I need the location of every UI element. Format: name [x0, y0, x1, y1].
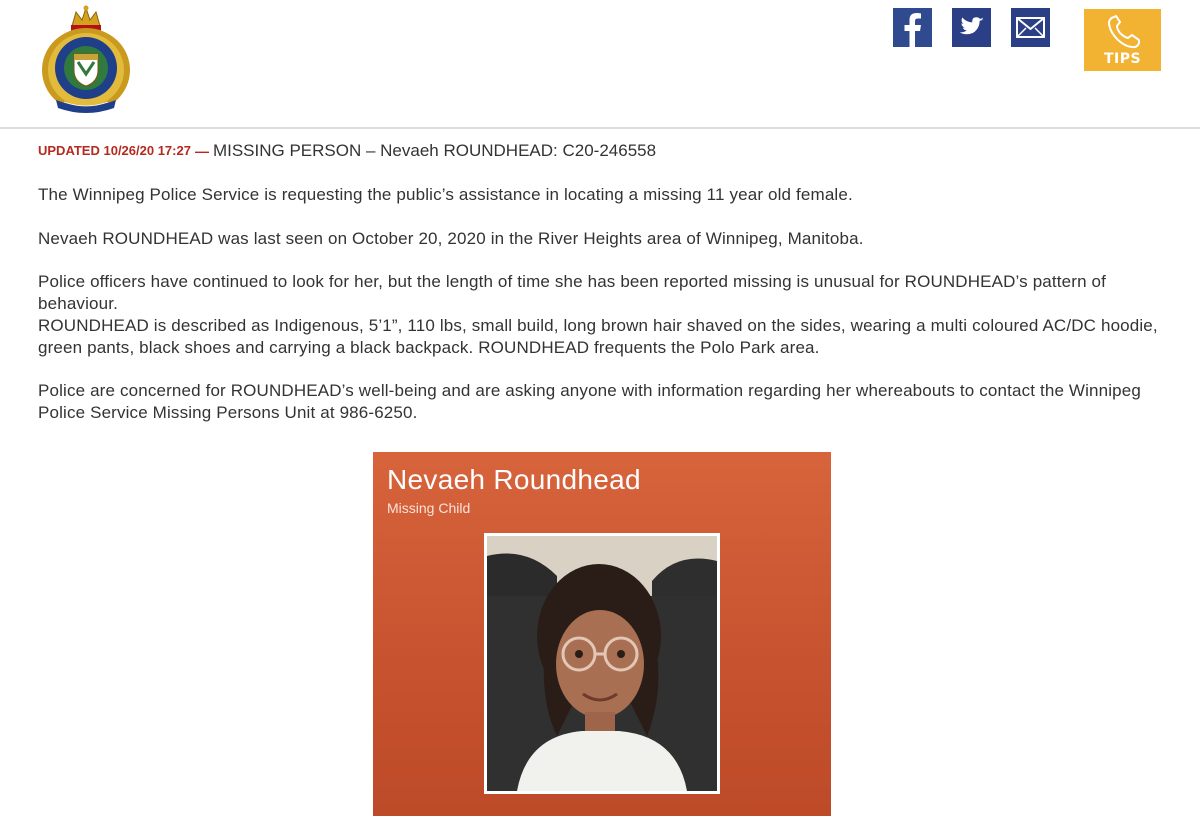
card-subtitle: Missing Child — [387, 500, 471, 516]
updated-timestamp: UPDATED 10/26/20 17:27 — [38, 143, 191, 158]
email-share-button[interactable] — [1011, 8, 1050, 47]
twitter-icon — [952, 8, 991, 47]
header-divider — [0, 127, 1200, 129]
police-crest-logo[interactable] — [38, 4, 134, 116]
site-header — [0, 0, 1200, 128]
phone-icon — [1104, 13, 1142, 51]
twitter-share-button[interactable] — [952, 8, 991, 47]
tips-button[interactable] — [1084, 9, 1161, 71]
facebook-share-button[interactable] — [893, 8, 932, 47]
article-title: MISSING PERSON – Nevaeh ROUNDHEAD: C20-246558 — [212, 141, 657, 160]
title-separator: — — [194, 143, 209, 159]
article-paragraph: Police officers have continued to look for her, but the length of time she has been reported missing is unusual for ROUNDHEAD’s pattern of behaviour. — [38, 272, 1107, 313]
tips-label: TIPS — [1103, 51, 1142, 67]
mail-icon — [1011, 8, 1050, 47]
card-person-name: Nevaeh Roundhead — [387, 464, 641, 495]
article-paragraph: Nevaeh ROUNDHEAD was last seen on October 20, 2020 in the River Heights area of Winnipeg, Manitoba. — [38, 229, 864, 248]
missing-person-photo — [484, 533, 720, 794]
article-title-line — [38, 141, 656, 161]
article-paragraph: ROUNDHEAD is described as Indigenous, 5’1”, 110 lbs, small build, long brown hair shaved on the sides, wearing a multi coloured AC/DC hoodie, green pants, black shoes and carrying a black backpack. ROUNDHEAD frequents the Polo Park area. — [38, 316, 1158, 357]
missing-person-card — [373, 452, 831, 816]
article-paragraph: Police are concerned for ROUNDHEAD’s well-being and are asking anyone with information regarding her whereabouts to contact the Winnipeg Police Service Missing Persons Unit at 986-6250. — [38, 381, 1141, 422]
article-paragraph: The Winnipeg Police Service is requesting the public’s assistance in locating a missing 11 year old female. — [38, 185, 853, 204]
facebook-icon — [893, 8, 932, 47]
